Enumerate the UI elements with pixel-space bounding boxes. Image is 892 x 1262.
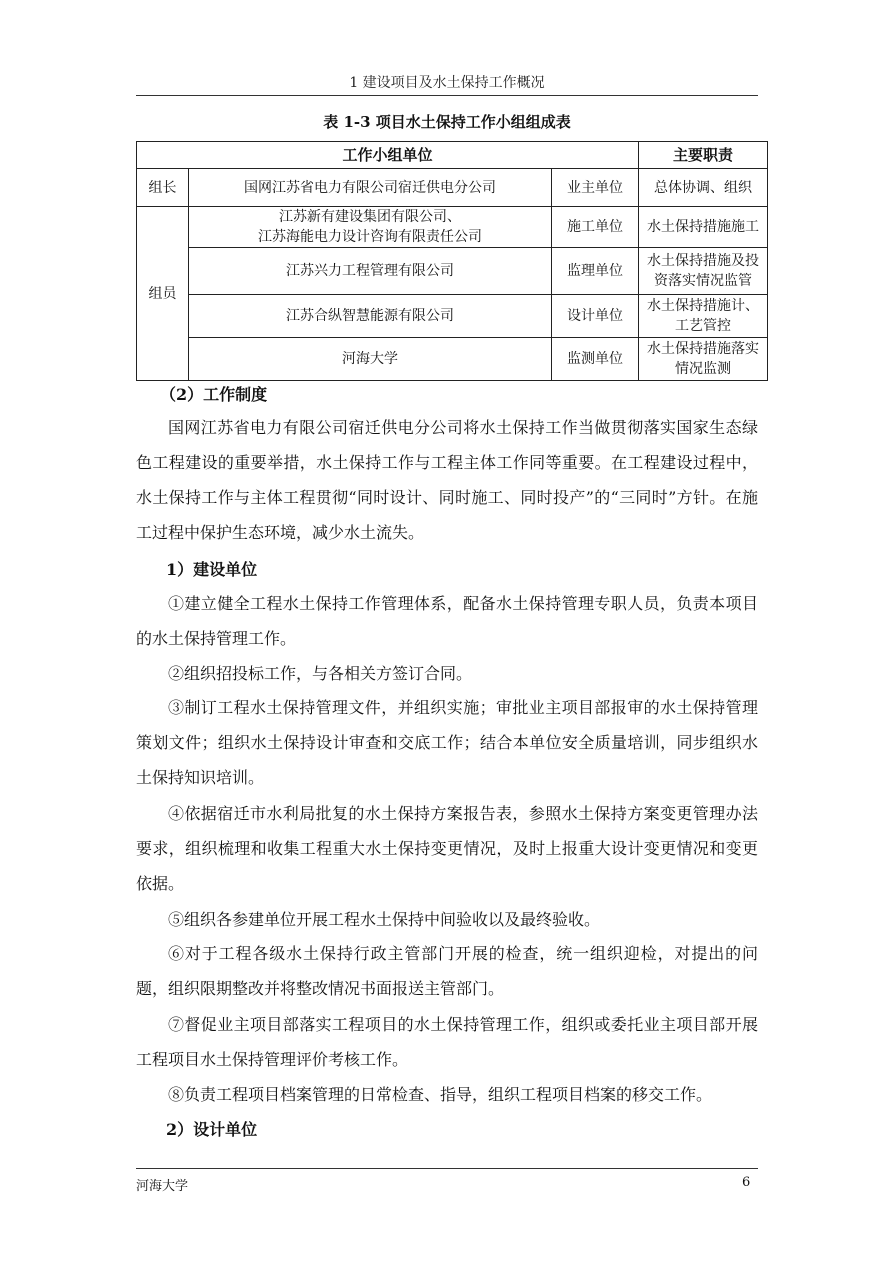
duty-cell (639, 338, 768, 381)
table-row-member (137, 207, 768, 248)
table-head-duty: 主要职责 (639, 142, 768, 169)
footer-institution: 河海大学 (136, 1179, 189, 1194)
duty-cell (639, 248, 768, 295)
type-cell: 业主单位 (552, 169, 639, 207)
subsection-heading: 2）设计单位 (166, 1120, 258, 1139)
list-item: ⑤组织各参建单位开展工程水土保持中间验收以及最终验收。 (168, 910, 601, 929)
header-rule (136, 95, 758, 96)
org-line: 江苏新有建设集团有限公司、 (279, 209, 461, 225)
duty-cell: 水土保持措施施工 (639, 207, 768, 248)
intro-paragraph: 国网江苏省电力有限公司宿迁供电分公司将水土保持工作当做贯彻落实国家生态绿色工程建设的重要举措，水土保持工作与工程主体工作同等重要。在工程建设过程中，水土保持工作与主体工程贯彻“同时设计、同时施工、同时投产”的“三同时”方针。在施工过程中保护生态环境，减少水土流失。 (136, 418, 758, 542)
section-heading: （2）工作制度 (160, 385, 268, 404)
table-row-member (137, 338, 768, 381)
footer-rule (136, 1168, 758, 1169)
duty-line: 水土保持措施计、 (647, 298, 759, 314)
subsection-heading: 1）建设单位 (166, 560, 258, 579)
org-cell: 国网江苏省电力有限公司宿迁供电分公司 (189, 169, 552, 207)
list-item: ①建立健全工程水土保持工作管理体系，配备水土保持管理专职人员，负责本项目的水土保持管理工作。 (136, 594, 758, 648)
org-line: 江苏海能电力设计咨询有限责任公司 (258, 229, 482, 245)
table-row-leader (137, 169, 768, 207)
duty-line: 工艺管控 (675, 318, 731, 334)
list-item: ⑦督促业主项目部落实工程项目的水土保持管理工作，组织或委托业主项目部开展工程项目水土保持管理评价考核工作。 (136, 1015, 758, 1069)
list-item: ④依据宿迁市水利局批复的水土保持方案报告表，参照水土保持方案变更管理办法要求，组织梳理和收集工程重大水土保持变更情况，及时上报重大设计变更情况和变更依据。 (136, 804, 758, 893)
type-cell: 施工单位 (552, 207, 639, 248)
org-cell (189, 207, 552, 248)
type-cell: 监测单位 (552, 338, 639, 381)
duty-line: 水土保持措施落实 (647, 341, 759, 357)
org-cell: 河海大学 (189, 338, 552, 381)
member-role-cell: 组员 (137, 207, 189, 381)
org-cell: 江苏合纵智慧能源有限公司 (189, 295, 552, 338)
duty-cell (639, 295, 768, 338)
type-cell: 监理单位 (552, 248, 639, 295)
list-item: ⑥对于工程各级水土保持行政主管部门开展的检查，统一组织迎检，对提出的问题，组织限期整改并将整改情况书面报送主管部门。 (136, 944, 758, 998)
running-header: 1 建设项目及水土保持工作概况 (349, 75, 545, 91)
duty-cell: 总体协调、组织 (639, 169, 768, 207)
type-cell: 设计单位 (552, 295, 639, 338)
duty-line: 资落实情况监管 (654, 273, 752, 289)
table-caption: 表 1-3 项目水土保持工作小组组成表 (323, 113, 571, 131)
list-item: ②组织招投标工作，与各相关方签订合同。 (168, 664, 473, 683)
org-cell: 江苏兴力工程管理有限公司 (189, 248, 552, 295)
duty-line: 情况监测 (675, 361, 731, 377)
table-row-member (137, 295, 768, 338)
duty-line: 水土保持措施及投 (647, 253, 759, 269)
role-cell: 组长 (137, 169, 189, 207)
list-item: ⑧负责工程项目档案管理的日常检查、指导，组织工程项目档案的移交工作。 (168, 1085, 713, 1104)
list-item: ③制订工程水土保持管理文件，并组织实施；审批业主项目部报审的水土保持管理策划文件；组织水土保持设计审查和交底工作；结合本单位安全质量培训，同步组织水土保持知识培训。 (136, 698, 758, 787)
table-head-unit: 工作小组单位 (137, 142, 639, 169)
page-number: 6 (742, 1175, 751, 1190)
table-row-member (137, 248, 768, 295)
work-group-table (136, 141, 768, 381)
